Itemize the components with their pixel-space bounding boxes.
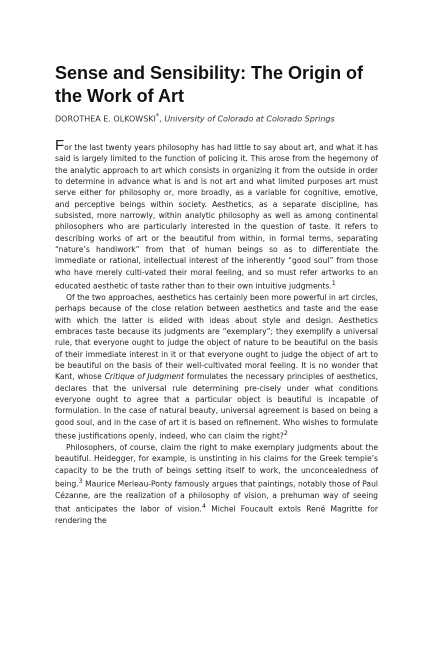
paragraph-3-text-c: Michel Foucault extols René Magritte for rendering the bbox=[55, 504, 378, 526]
article-body bbox=[55, 137, 378, 526]
book-title-critique-of-judgment: Critique of Judgment bbox=[104, 372, 184, 382]
footnote-ref-2: 2 bbox=[283, 430, 288, 438]
paragraph-1-text: or the last twenty years philosophy has had little to say about art, and what it has said is largely limited to the function of policing it. This arose from the hegemony of the analytic approach to art which consists in organizing it from the outside in order to determine in advance what is and is not art and what limited purposes art must serve either for philosophy or, more broadly, as a variable for cognitive, emotive, and perceptive beings within society. Aesthetics, as a separate discipline, has subsisted, more narrowly, within analytic philosophy as well as among continental philosophers who are particularly interested in the question of taste. It refers to describing works of art or the beautiful from within, in formal terms, separating “nature’s handiwork” from that of human beings so as to differentiate the immediate or rational, intellectual interest of the inherently “good soul” from those who have merely culti-vated their moral feeling, and so must refer artworks to an educated aesthetic of taste rather than to their own intuitive judgments. bbox=[55, 143, 378, 291]
footnote-ref-4: 4 bbox=[201, 503, 206, 511]
author-name: DOROTHEA E. OLKOWSKI bbox=[55, 114, 156, 124]
paragraph-2-text-a: Of the two approaches, aesthetics has certainly been more powerful in art circles, perhaps because of the close relation between aesthetics and taste and the ease with which the latter is elided with ideas about style and design. Aesthetics embraces taste because its judgments are “exemplary”; they exemplify a universal rule, that everyone ought to judge the object of nature to be beautiful on the basis of their immediate interest in it or that everyone ought to judge the object of art to be beautiful on the basis of their well-cultivated moral feeling. It is no wonder that Kant, whose bbox=[55, 293, 378, 382]
paragraph-2 bbox=[55, 292, 378, 442]
drop-cap: F bbox=[55, 137, 65, 154]
paragraph-1 bbox=[55, 137, 378, 292]
author-footnote-marker: * bbox=[155, 112, 160, 120]
paragraph-2-text-b: formulates the necessary principles of aesthetics, declares that the universal rule determining pre-cisely under what conditions everyone ought to agree that a particular object is beautiful is incapable of formulation. In the case of natural beauty, universal agreement is based on being a good soul, and in the case of art it is based on refinement. Who wishes to formulate these justifications openly, indeed, who can claim the right? bbox=[55, 372, 378, 441]
author-byline bbox=[55, 111, 385, 125]
byline-separator: , bbox=[159, 114, 165, 124]
paragraph-3-text-b: Maurice Merleau-Ponty famously argues that paintings, notably those of Paul Cézanne, are the realization of a philosophy of vision, a prehuman way of seeing that anticipates the labor of vision. bbox=[55, 479, 378, 514]
footnote-ref-1: 1 bbox=[331, 280, 336, 288]
paragraph-3-text-a: Philosophers, of course, claim the right to make exemplary judgments about the beautiful. Heidegger, for example, is unstinting in his claims for the Greek temple’s capacity to be the truth of beings setting itself to work, the unconcealedness of being. bbox=[55, 443, 378, 489]
paragraph-3 bbox=[55, 442, 378, 526]
article-title: Sense and Sensibility: The Origin of the Work of Art bbox=[55, 63, 364, 106]
footnote-ref-3: 3 bbox=[78, 478, 83, 486]
author-affiliation: University of Colorado at Colorado Springs bbox=[164, 114, 335, 124]
